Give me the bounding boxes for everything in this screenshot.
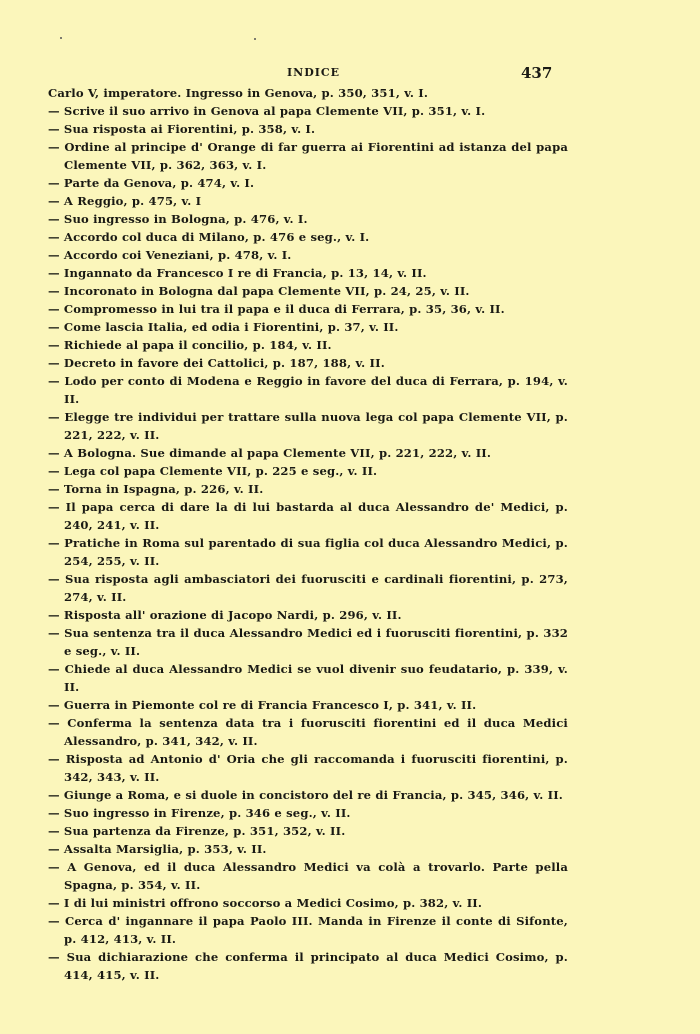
index-entry: — Cerca d' ingannare il papa Paolo III. Manda in Firenze il conte di Sifonte, p. 412, 413, v. II. [48, 914, 568, 946]
index-entry: — Elegge tre individui per trattare sulla nuova lega col papa Clemente VII, p. 221, 222, v. II. [48, 410, 568, 442]
index-entry: — Parte da Genova, p. 474, v. I. [48, 176, 255, 190]
index-entry: — Accordo coi Veneziani, p. 478, v. I. [48, 248, 292, 262]
index-entry: — Sua sentenza tra il duca Alessandro Medici ed i fuorusciti fiorentini, p. 332 e seg., v. II. [48, 626, 568, 658]
index-entry: — Sua risposta ai Fiorentini, p. 358, v. I. [48, 122, 316, 136]
index-entry: — Giunge a Roma, e si duole in concistoro del re di Francia, p. 345, 346, v. II. [48, 788, 563, 802]
index-entry: — Sua dichiarazione che conferma il principato al duca Medici Cosimo, p. 414, 415, v. II. [48, 950, 568, 982]
index-entry: — Assalta Marsiglia, p. 353, v. II. [48, 842, 267, 856]
index-entry: — Lodo per conto di Modena e Reggio in favore del duca di Ferrara, p. 194, v. II. [48, 374, 568, 406]
index-entry: — Guerra in Piemonte col re di Francia Francesco I, p. 341, v. II. [48, 698, 477, 712]
index-entry: — Risposta ad Antonio d' Oria che gli raccomanda i fuorusciti fiorentini, p. 342, 343, v. II. [48, 752, 568, 784]
index-entry: — Suo ingresso in Bologna, p. 476, v. I. [48, 212, 308, 226]
index-entry: — Compromesso in lui tra il papa e il duca di Ferrara, p. 35, 36, v. II. [48, 302, 505, 316]
index-entry: — Risposta all' orazione di Jacopo Nardi, p. 296, v. II. [48, 608, 402, 622]
running-title: INDICE [287, 66, 341, 79]
index-entry: — I di lui ministri offrono soccorso a Medici Cosimo, p. 382, v. II. [48, 896, 483, 910]
index-entry: — Ingannato da Francesco I re di Francia, p. 13, 14, v. II. [48, 266, 427, 280]
index-entry: — Scrive il suo arrivo in Genova al papa Clemente VII, p. 351, v. I. [48, 104, 486, 118]
index-entry: — Ordine al principe d' Orange di far guerra ai Fiorentini ad istanza del papa Clemente VII, p. 362, 363, v. I. [48, 140, 568, 172]
index-entry: — A Genova, ed il duca Alessandro Medici va colà a trovarlo. Parte pella Spagna, p. 354, v. II. [48, 860, 568, 892]
index-entries [48, 84, 568, 984]
index-entry: — Sua risposta agli ambasciatori dei fuorusciti e cardinali fiorentini, p. 273, 274, v. II. [48, 572, 568, 604]
index-entry-heading: Carlo V, imperatore. Ingresso in Genova, p. 350, 351, v. I. [48, 86, 429, 100]
index-entry: — A Bologna. Sue dimande al papa Clemente VII, p. 221, 222, v. II. [48, 446, 492, 460]
index-entry: — Accordo col duca di Milano, p. 476 e seg., v. I. [48, 230, 370, 244]
index-entry: — Il papa cerca di dare la di lui bastarda al duca Alessandro de' Medici, p. 240, 241, v. II. [48, 500, 568, 532]
index-entry: — Pratiche in Roma sul parentado di sua figlia col duca Alessandro Medici, p. 254, 255, v. II. [48, 536, 568, 568]
page-number: 437 [521, 64, 553, 82]
index-entry: — Decreto in favore dei Cattolici, p. 187, 188, v. II. [48, 356, 385, 370]
index-entry: — Come lascia Italia, ed odia i Fiorentini, p. 37, v. II. [48, 320, 399, 334]
index-entry: — Chiede al duca Alessandro Medici se vuol divenir suo feudatario, p. 339, v. II. [48, 662, 568, 694]
index-entry: — Lega col papa Clemente VII, p. 225 e seg., v. II. [48, 464, 378, 478]
index-entry: — Incoronato in Bologna dal papa Clemente VII, p. 24, 25, v. II. [48, 284, 470, 298]
index-entry: — Suo ingresso in Firenze, p. 346 e seg., v. II. [48, 806, 351, 820]
index-entry: — Sua partenza da Firenze, p. 351, 352, v. II. [48, 824, 346, 838]
index-entry: — Richiede al papa il concilio, p. 184, v. II. [48, 338, 332, 352]
print-speck [60, 37, 62, 39]
index-entry: — Torna in Ispagna, p. 226, v. II. [48, 482, 264, 496]
index-entry: — Conferma la sentenza data tra i fuorusciti fiorentini ed il duca Medici Alessandro, p. 341, 342, v. II. [48, 716, 568, 748]
page-header [0, 64, 700, 84]
index-entry: — A Reggio, p. 475, v. I [48, 194, 202, 208]
print-speck [254, 38, 256, 40]
